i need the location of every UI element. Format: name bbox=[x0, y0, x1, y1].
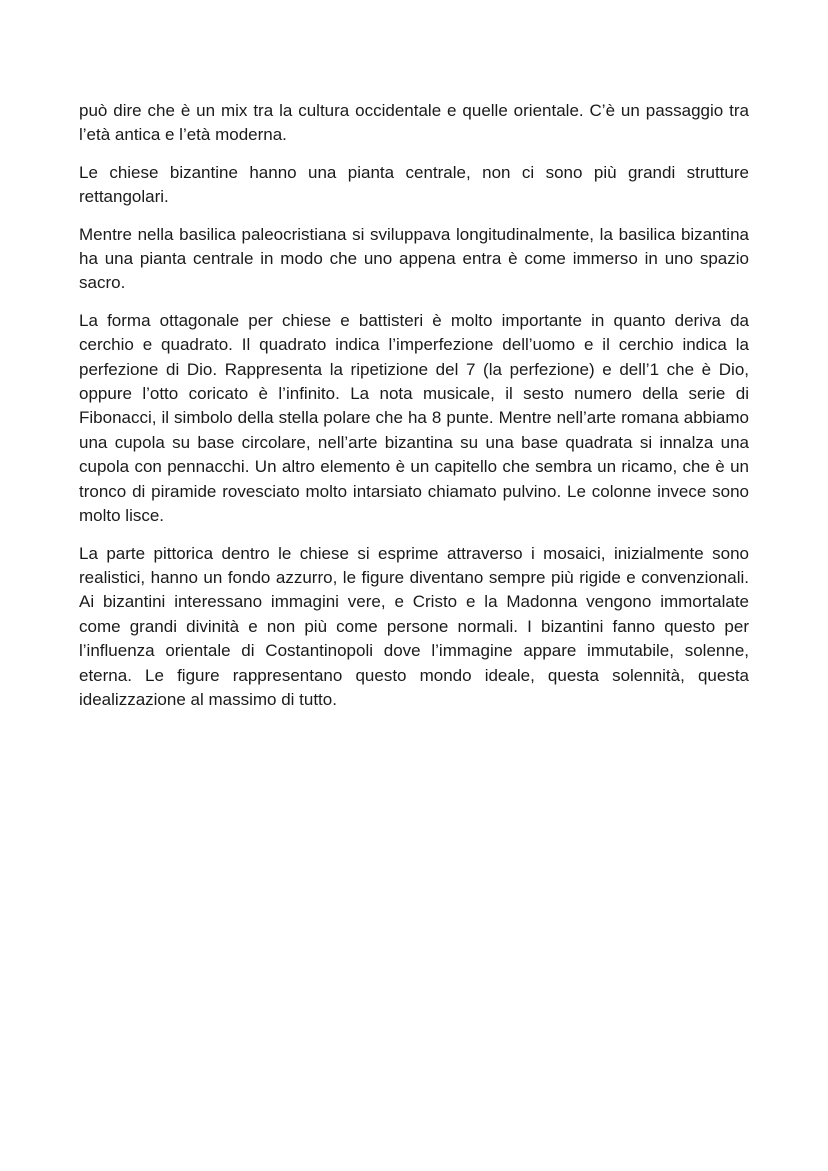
paragraph-pianta-centrale: Le chiese bizantine hanno una pianta centrale, non ci sono più grandi strutture rettangolari. bbox=[79, 162, 749, 207]
paragraph-mosaici: La parte pittorica dentro le chiese si esprime attraverso i mosaici, inizialmente sono realistici, hanno un fondo azzurro, le figure diventano sempre più rigide e convenzionali. Ai bizantini interessano immagini vere, e Cristo e la Madonna vengono immortalate come grandi divinità e non più come persone normali. I bizantini fanno questo per l’influenza orientale di Costantinopoli dove l’immagine appare immutabile, solenne, eterna. Le figure rappresentano questo mondo ideale, questa solennità, questa idealizzazione al massimo di tutto. bbox=[79, 543, 749, 709]
paragraph-forma-ottagonale: La forma ottagonale per chiese e battisteri è molto importante in quanto deriva da cerchio e quadrato. Il quadrato indica l’imperfezione dell’uomo e il cerchio indica la perfezione di Dio. Rappresenta la ripetizione del 7 (la perfezione) e dell’1 che è Dio, oppure l’otto coricato è l’infinito. La nota musicale, il sesto numero della serie di Fibonacci, il simbolo della stella polare che ha 8 punte. Mentre nell’arte romana abbiamo una cupola su base circolare, nell’arte bizantina su una base quadrata si innalza una cupola con pennacchi. Un altro elemento è un capitello che sembra un ricamo, che è un tronco di piramide rovesciato molto intarsiato chiamato pulvino. Le colonne invece sono molto lisce. bbox=[79, 310, 749, 526]
document-body bbox=[79, 99, 749, 725]
paragraph-cultura: può dire che è un mix tra la cultura occidentale e quelle orientale. C’è un passaggio tra l’età antica e l’età moderna. bbox=[79, 101, 749, 145]
paragraph-basilica: Mentre nella basilica paleocristiana si sviluppava longitudinalmente, la basilica bizantina ha una pianta centrale in modo che uno appena entra è come immerso in uno spazio sacro. bbox=[79, 224, 749, 293]
